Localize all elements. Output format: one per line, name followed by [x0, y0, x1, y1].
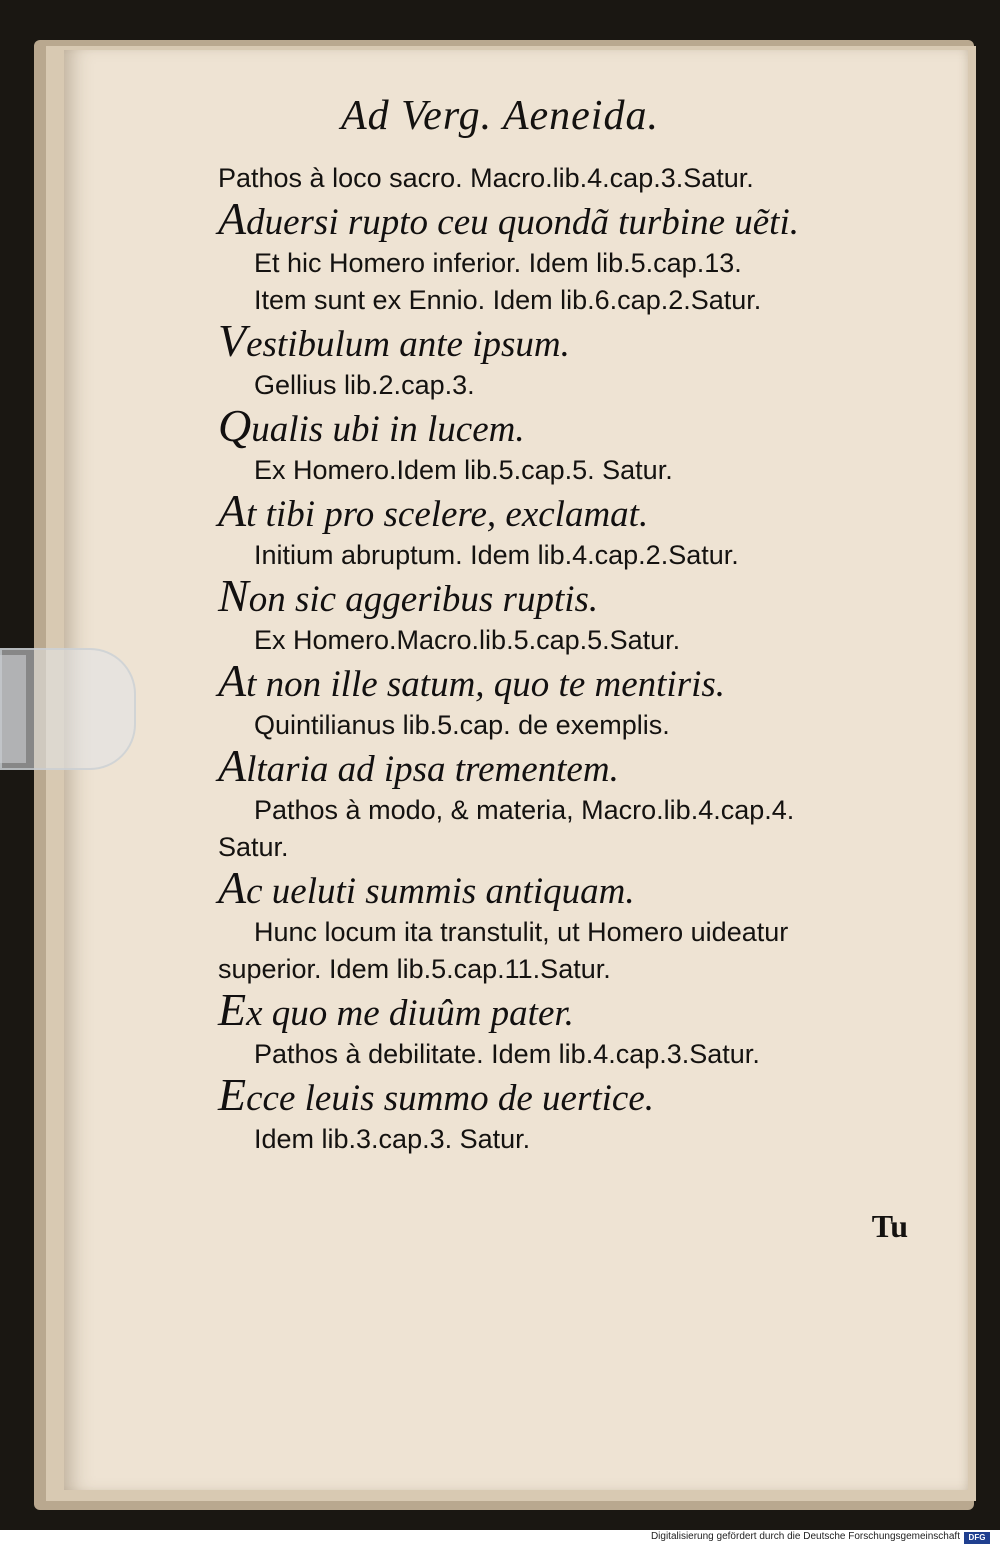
lemma-line: [218, 193, 918, 245]
show-through-ink: [924, 370, 933, 408]
commentary-line: Satur.: [218, 832, 289, 862]
commentary-line: Idem lib.3.cap.3. Satur.: [254, 1124, 531, 1154]
commentary-line: superior. Idem lib.5.cap.11.Satur.: [218, 954, 611, 984]
lemma-text: c ueluti summis antiquam.: [246, 871, 635, 912]
running-head: Ad Verg. Aeneida.: [341, 93, 659, 139]
lemma-initial: A: [218, 740, 247, 791]
lemma-line: [218, 485, 918, 537]
footer-credit: Digitalisierung gefördert durch die Deutsche Forschungsgemeinschaft: [650, 1531, 960, 1542]
lemma-line: [218, 862, 918, 914]
lemma-text: on sic aggeribus ruptis.: [248, 579, 599, 620]
lemma-initial: A: [218, 655, 247, 706]
commentary-line: Item sunt ex Ennio. Idem lib.6.cap.2.Satur.: [254, 285, 762, 315]
lemma-text: ltaria ad ipsa trementem.: [246, 749, 619, 790]
commentary-line: Hunc locum ita transtulit, ut Homero uideatur: [254, 917, 789, 947]
commentary-line: Pathos à modo, & materia, Macro.lib.4.cap.4.: [254, 795, 795, 825]
text-block: [218, 160, 918, 1158]
lemma-line: [218, 315, 918, 367]
lemma-text: t non ille satum, quo te mentiris.: [246, 664, 726, 705]
lemma-text: x quo me diuûm pater.: [246, 993, 574, 1034]
lemma-initial: E: [218, 1069, 247, 1120]
lemma-line: [218, 655, 918, 707]
lemma-text: cce leuis summo de uertice.: [246, 1078, 654, 1119]
lemma-text: t tibi pro scelere, exclamat.: [246, 494, 649, 535]
lemma-initial: A: [218, 193, 247, 244]
dfg-logo: DFG: [964, 1532, 990, 1544]
lemma-text: ualis ubi in lucem.: [251, 409, 525, 450]
lemma-line: [218, 740, 918, 792]
page-clip: [0, 648, 136, 770]
commentary-line: Initium abruptum. Idem lib.4.cap.2.Satur.: [254, 540, 739, 570]
commentary-line: Ex Homero.Macro.lib.5.cap.5.Satur.: [254, 625, 681, 655]
commentary-line: Ex Homero.Idem lib.5.cap.5. Satur.: [254, 455, 673, 485]
catchword: Tu: [871, 1208, 908, 1244]
commentary-line: Et hic Homero inferior. Idem lib.5.cap.13.: [254, 248, 742, 278]
lemma-initial: N: [218, 570, 249, 621]
commentary-line: Quintilianus lib.5.cap. de exemplis.: [254, 710, 670, 740]
commentary-line: Pathos à debilitate. Idem lib.4.cap.3.Satur.: [254, 1039, 760, 1069]
lemma-initial: Q: [218, 400, 252, 451]
lemma-initial: A: [218, 485, 247, 536]
lemma-initial: V: [218, 315, 247, 366]
footer: [0, 1530, 1000, 1546]
lemma-text: estibulum ante ipsum.: [246, 324, 570, 365]
lemma-line: [218, 984, 918, 1036]
lemma-line: [218, 570, 918, 622]
lemma-initial: A: [218, 862, 247, 913]
lemma-line: [218, 1069, 918, 1121]
lemma-text: duersi rupto ceu quondã turbine uẽti.: [246, 202, 799, 243]
commentary-line: Gellius lib.2.cap.3.: [254, 370, 475, 400]
lemma-initial: E: [218, 984, 247, 1035]
commentary-line: Pathos à loco sacro. Macro.lib.4.cap.3.Satur.: [218, 163, 754, 193]
lemma-line: [218, 400, 918, 452]
